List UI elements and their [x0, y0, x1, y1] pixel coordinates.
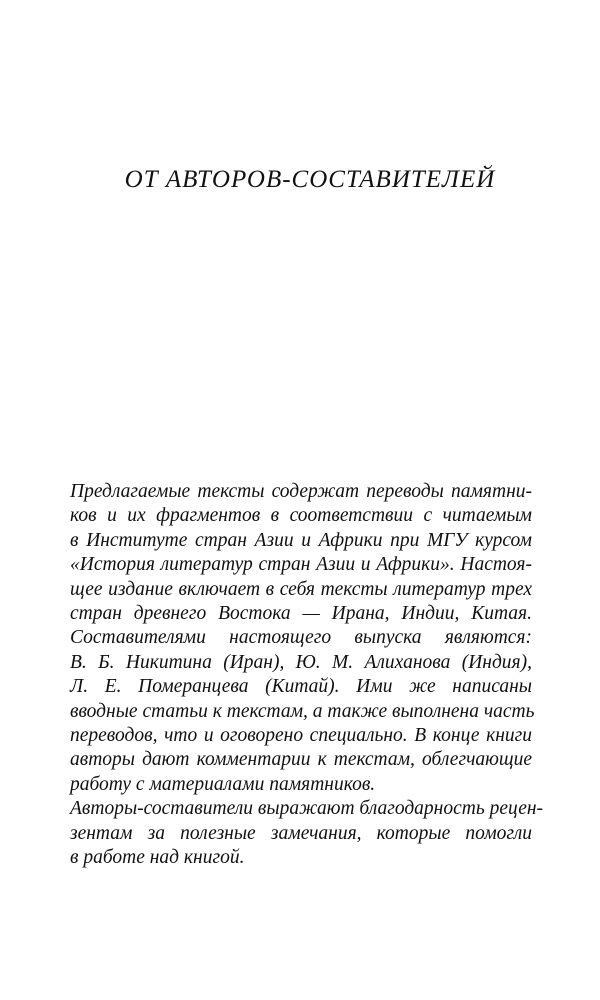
text-line: Предлагаемые тексты содержат переводы памятни- — [70, 481, 532, 502]
text-line: щее издание включает в себя тексты литератур трех — [70, 578, 532, 600]
paragraph-2 — [70, 797, 544, 870]
text-line: вводные статьи к текстам, а также выполнена часть — [70, 700, 535, 722]
text-line: в работе над книгой. — [70, 847, 245, 869]
preface-body — [70, 480, 544, 871]
text-line: стран древнего Востока — Ирана, Индии, Китая. — [70, 603, 532, 625]
text-line: «История литератур стран Азии и Африки». Настоя- — [70, 554, 532, 576]
text-line: Составителями настоящего выпуска являются: — [70, 627, 532, 649]
text-line: В. Б. Никитина (Иран), Ю. М. Алиханова (Индия), — [70, 651, 532, 673]
text-line: в Институте стран Азии и Африки при МГУ курсом — [70, 529, 532, 551]
text-line: работу с материалами памятников. — [70, 773, 376, 795]
text-line: зентам за полезные замечания, которые помогли — [70, 822, 532, 844]
text-line: авторы дают комментарии к текстам, облегчающие — [70, 749, 532, 771]
page-title: ОТ АВТОРОВ-СОСТАВИТЕЛЕЙ — [124, 166, 496, 193]
text-line: Л. Е. Померанцева (Китай). Ими же написаны — [70, 676, 532, 698]
text-line: переводов, что и оговорено специально. В конце книги — [70, 725, 532, 747]
text-line: Авторы-составители выражают благодарность рецен- — [70, 798, 544, 820]
paragraph-1 — [70, 480, 535, 797]
text-line: ков и их фрагментов в соответствии с читаемым — [70, 505, 532, 527]
